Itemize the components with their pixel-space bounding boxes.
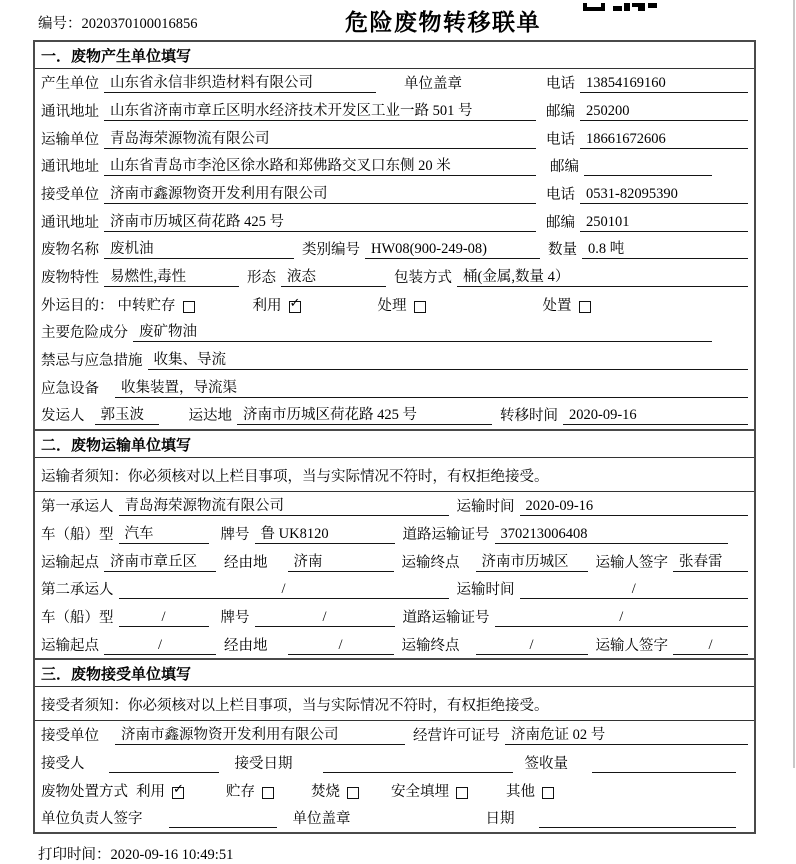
field-value: 250101 [580, 214, 748, 232]
field-label: 产生单位 [41, 76, 99, 93]
qr-code-fragment-svg [583, 3, 659, 13]
field-label: 发运人 [41, 408, 85, 425]
field-label: 运输人签字 [595, 554, 668, 571]
field-label: 转移时间 [500, 408, 558, 425]
field-value: 济南市章丘区 [104, 550, 216, 572]
field-value: 山东省永信非织造材料有限公司 [104, 71, 376, 93]
field-value: / [119, 609, 209, 627]
form-row [35, 97, 754, 125]
checkbox-label: 处理 [377, 297, 407, 314]
checkbox-empty-icon [183, 301, 195, 313]
checkbox-label: 处置 [542, 297, 572, 314]
field-label: 牌号 [220, 526, 250, 543]
field-value: 鲁 UK8120 [255, 522, 395, 544]
field-label: 日期 [485, 811, 515, 828]
field-value: 济南市历城区荷花路 425 号 [237, 403, 492, 425]
checkbox-label: 利用 [252, 297, 282, 314]
field-value: 0.8 吨 [582, 237, 748, 259]
field-value: / [119, 581, 449, 599]
field-value: / [495, 609, 749, 627]
checkbox-empty-icon [262, 787, 274, 799]
field-label: 第二承运人 [41, 582, 114, 599]
checkbox-checked [253, 294, 301, 315]
field-value: 0531-82095390 [580, 186, 748, 204]
field-label: 经营许可证号 [413, 728, 500, 745]
section-title: 一．废物产生单位填写 [35, 42, 754, 69]
field-label: 废物处置方式 [41, 783, 128, 800]
form-row [35, 263, 754, 291]
form-row [35, 346, 754, 374]
print-time-value: 2020-09-16 10:49:51 [110, 846, 234, 863]
field-value: 青岛海荣源物流有限公司 [104, 127, 536, 149]
form-row [35, 575, 754, 603]
field-value: 张春雷 [673, 550, 748, 572]
field-label: 应急设备 [41, 380, 99, 397]
form-row [35, 721, 754, 749]
field-value: 收集、导流 [148, 348, 749, 370]
section-title: 三．废物接受单位填写 [35, 660, 754, 687]
checkbox [543, 294, 591, 315]
form-row [35, 749, 754, 777]
check-mark-icon: ✓ [289, 295, 301, 311]
field-label: 道路运输证号 [402, 526, 490, 543]
field-value: 2020-09-16 [563, 407, 748, 425]
field-label: 运输时间 [456, 582, 515, 599]
field-value: 山东省青岛市李沧区徐水路和郑佛路交叉口东侧 20 米 [104, 154, 536, 176]
field-value [323, 757, 513, 773]
form-row [35, 180, 754, 208]
form-row [35, 207, 754, 235]
field-value: 汽车 [119, 522, 209, 544]
field-value: 济南市历城区荷花路 425 号 [104, 210, 536, 232]
checkbox-label: 中转贮存 [117, 297, 176, 314]
field-label: 废物特性 [41, 270, 99, 286]
field-label: 运达地 [188, 408, 232, 425]
field-value: 济南市历城区 [476, 550, 588, 572]
document-header [0, 0, 796, 40]
form-row [35, 804, 754, 832]
page-edge-line [793, 0, 795, 768]
field-label: 形态 [247, 270, 276, 286]
page-title: 危险废物转移联单 [345, 9, 541, 35]
checkbox-empty-icon [347, 787, 359, 799]
field-label: 禁忌与应急措施 [41, 353, 143, 370]
section-note: 接受者须知：你必须核对以上栏目事项，当与实际情况不符时，有权拒绝接受。 [35, 687, 754, 721]
field-value [539, 812, 737, 828]
field-value: 济南市鑫源物资开发利用有限公司 [115, 723, 405, 745]
checkbox-label: 安全填埋 [391, 783, 449, 800]
field-value [169, 812, 277, 828]
field-label: 邮编 [550, 159, 579, 176]
field-label: 包装方式 [394, 270, 452, 286]
field-value: 370213006408 [495, 526, 729, 544]
field-label: 接受单位 [41, 186, 99, 203]
field-label: 签收量 [524, 755, 568, 772]
field-value: 济南市鑫源物资开发利用有限公司 [104, 182, 536, 204]
form-row [35, 630, 754, 658]
field-label: 经由地 [224, 554, 268, 571]
form-row [35, 603, 754, 631]
field-label: 外运目的： [41, 297, 114, 314]
form-row [35, 318, 754, 346]
field-value: / [104, 637, 216, 655]
form-row [35, 152, 754, 180]
field-value: 废机油 [104, 237, 294, 259]
field-label: 电话 [546, 131, 575, 148]
form-row [35, 124, 754, 152]
checkbox-label: 利用 [136, 783, 165, 800]
field-label: 运输起点 [41, 637, 99, 654]
checkbox-checked-icon [289, 295, 301, 313]
form-row [35, 520, 754, 548]
field-value: / [255, 609, 395, 627]
section-1 [35, 42, 754, 429]
field-value: 济南 [288, 550, 394, 572]
checkbox [226, 780, 274, 801]
checkbox-empty-icon [414, 301, 426, 313]
field-label: 数量 [548, 242, 577, 259]
checkbox-empty-icon [542, 787, 554, 799]
section-title: 二．废物运输单位填写 [35, 431, 754, 458]
field-label: 运输终点 [401, 554, 460, 571]
field-value: / [673, 637, 748, 655]
field-label: 第一承运人 [41, 499, 114, 516]
qr-code-fragment [583, 0, 659, 18]
field-value: 桶(金属,数量 4） [457, 265, 748, 287]
field-label: 电话 [546, 186, 575, 203]
field-value: 液态 [281, 265, 386, 287]
field-value: 250200 [580, 103, 748, 121]
form-row [35, 492, 754, 520]
field-label: 通讯地址 [41, 214, 99, 231]
field-value: 济南危证 02 号 [505, 723, 748, 745]
field-value: 郭玉波 [95, 403, 159, 425]
check-mark-icon: ✓ [173, 781, 184, 797]
field-value: 收集装置，导流渠 [115, 376, 748, 398]
field-label: 车（船）型 [41, 609, 114, 626]
field-label: 邮编 [546, 103, 575, 120]
field-label: 废物名称 [41, 242, 99, 259]
checkbox-label: 贮存 [226, 783, 255, 800]
field-label: 单位负责人签字 [41, 811, 143, 828]
manifest-form [33, 40, 756, 834]
section-2 [35, 429, 754, 658]
field-label: 牌号 [220, 609, 250, 626]
field-value: 易燃性,毒性 [104, 265, 239, 287]
field-label: 电话 [546, 76, 575, 93]
serial-value: 2020370100016856 [81, 16, 198, 32]
field-label: 主要危险成分 [41, 325, 128, 342]
form-row [35, 235, 754, 263]
print-time-label: 打印时间： [38, 846, 111, 863]
checkbox-checked-icon [172, 781, 184, 799]
field-label: 运输单位 [41, 131, 99, 148]
form-row [35, 374, 754, 402]
field-label: 运输时间 [456, 499, 515, 516]
serial-number [38, 12, 198, 33]
form-row [35, 401, 754, 429]
field-label: 接受人 [41, 755, 85, 772]
field-value: 13854169160 [580, 75, 748, 93]
form-row [35, 547, 754, 575]
checkbox-checked [136, 780, 184, 801]
checkbox [391, 780, 468, 801]
checkbox [311, 780, 359, 801]
checkbox-empty-icon [579, 301, 591, 313]
section-3 [35, 658, 754, 832]
form-row [35, 291, 754, 319]
field-label: 通讯地址 [41, 103, 99, 120]
checkbox [118, 294, 195, 315]
print-time [38, 843, 796, 864]
checkbox-label: 其他 [506, 783, 535, 800]
serial-label: 编号： [38, 16, 82, 32]
checkbox [506, 780, 554, 801]
field-value: 2020-09-16 [520, 498, 749, 516]
field-label: 通讯地址 [41, 159, 99, 176]
checkbox-label: 焚烧 [311, 783, 340, 800]
field-label: 接受单位 [41, 728, 99, 745]
field-label: 运输起点 [41, 554, 99, 571]
field-label: 单位盖章 [292, 811, 351, 828]
field-value [584, 160, 712, 176]
field-value: / [520, 581, 749, 599]
field-label: 运输人签字 [595, 637, 668, 654]
field-value: 山东省济南市章丘区明水经济技术开发区工业一路 501 号 [104, 99, 536, 121]
field-value [592, 757, 736, 773]
field-value: 青岛海荣源物流有限公司 [119, 494, 449, 516]
form-row [35, 776, 754, 804]
field-value: 废矿物油 [133, 320, 712, 342]
checkbox [378, 294, 426, 315]
field-value: 18661672606 [580, 131, 748, 149]
field-label: 运输终点 [401, 637, 460, 654]
field-label: 道路运输证号 [402, 609, 490, 626]
field-label: 单位盖章 [404, 76, 462, 93]
field-label: 类别编号 [302, 242, 360, 259]
checkbox-empty-icon [456, 787, 468, 799]
field-label: 邮编 [546, 214, 575, 231]
field-label: 接受日期 [234, 755, 293, 772]
field-value: / [476, 637, 588, 655]
section-note: 运输者须知：你必须核对以上栏目事项，当与实际情况不符时，有权拒绝接受。 [35, 458, 754, 492]
field-label: 经由地 [224, 637, 268, 654]
field-value [109, 757, 219, 773]
form-row [35, 69, 754, 97]
field-value: HW08(900-249-08) [365, 241, 540, 259]
field-value: / [288, 637, 394, 655]
field-label: 车（船）型 [41, 526, 114, 543]
